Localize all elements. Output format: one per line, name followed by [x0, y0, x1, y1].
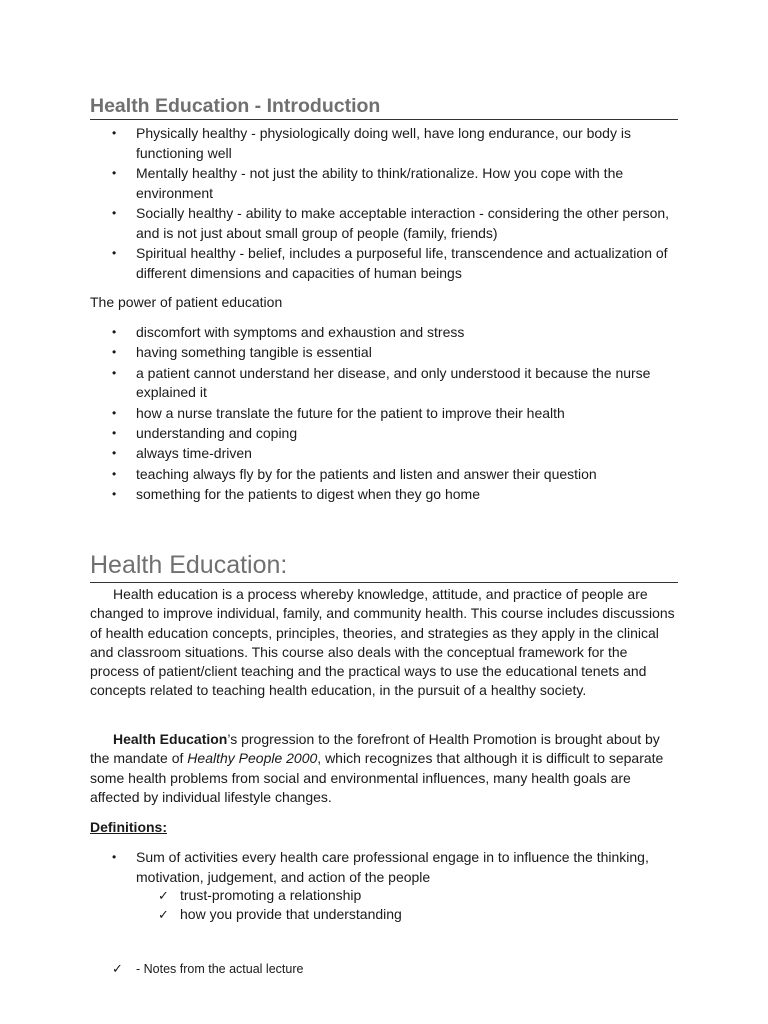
section-title-health-education: Health Education:	[90, 549, 678, 583]
bullet-icon: •	[112, 365, 117, 380]
list-item: • something for the patients to digest when they go home	[90, 485, 680, 505]
check-icon: ✓	[112, 961, 123, 976]
list-item: • understanding and coping	[90, 424, 680, 444]
check-item: ✓ how you provide that understanding	[158, 906, 402, 922]
bullet-icon: •	[112, 426, 117, 441]
bullet-icon: •	[112, 466, 117, 481]
power-heading: The power of patient education	[90, 294, 283, 310]
list-item: • always time-driven	[90, 444, 680, 464]
check-item: ✓ trust-promoting a relationship	[158, 887, 362, 903]
definitions-heading: Definitions:	[90, 819, 167, 835]
bullet-icon: •	[112, 126, 117, 140]
check-icon: ✓	[158, 907, 169, 922]
list-item: • teaching always fly by for the patients and listen and answer their question	[90, 465, 680, 485]
list-item: • Physically healthy - physiologically doing well, have long endurance, our body is functioning well	[112, 125, 631, 161]
bullet-icon: •	[112, 487, 117, 502]
list-item: • Socially healthy - ability to make acceptable interaction - considering the other person, and is not just about small group of people (family, friends)	[112, 205, 670, 241]
bullet-icon: •	[112, 325, 117, 339]
bullet-icon: •	[112, 345, 117, 360]
italic-title: Healthy People 2000	[187, 750, 318, 767]
lecture-notes-footnote: ✓ - Notes from the actual lecture	[112, 961, 304, 976]
check-icon: ✓	[158, 888, 169, 903]
list-item: • a patient cannot understand her disease, and only understood it because the nurse explained it	[112, 364, 651, 401]
definition-checklist	[136, 886, 402, 924]
health-education-paragraph: Health education is a process whereby knowledge, attitude, and practice of people are changed to improve individual, family, and community health. This course includes discussions of health education concepts, principles, theories, and strategies as they apply in the clinical and classroom situations. This course also deals with the conceptual framework for the process of patient/client teaching and the practical ways to use the educational tenets and concepts related to teaching health education, in the pursuit of a healthy society.	[90, 586, 675, 699]
list-item: • discomfort with symptoms and exhaustion and stress	[90, 323, 680, 343]
list-item: • Mentally healthy - not just the ability to think/rationalize. How you cope with the environment	[112, 165, 624, 201]
bullet-icon: •	[112, 850, 117, 864]
patient-education-list	[90, 323, 680, 506]
definitions-list	[90, 848, 680, 888]
bullet-icon: •	[112, 166, 117, 180]
list-item: • Sum of activities every health care professional engage in to influence the thinking, motivation, judgement, and action of the people	[112, 849, 649, 885]
bold-term: Health Education	[113, 731, 228, 747]
list-item: • Spiritual healthy - belief, includes a purposeful life, transcendence and actualization of different dimensions and capacities of human beings	[112, 245, 668, 281]
section-title-introduction: Health Education - Introduction	[90, 94, 678, 120]
bullet-icon: •	[112, 206, 117, 220]
health-dimensions-list	[90, 124, 680, 284]
health-promotion-paragraph: Health Education’s progression to the forefront of Health Promotion is brought about by the mandate of Healthy People 2000, which recognizes that although it is difficult to separate some health problems from social and environmental influences, many health goals are affected by individual lifestyle changes.	[90, 731, 664, 805]
bullet-icon: •	[112, 405, 117, 420]
list-item: • having something tangible is essential	[90, 343, 680, 363]
bullet-icon: •	[112, 446, 117, 461]
list-item: • how a nurse translate the future for the patient to improve their health	[90, 404, 680, 424]
bullet-icon: •	[112, 246, 117, 260]
